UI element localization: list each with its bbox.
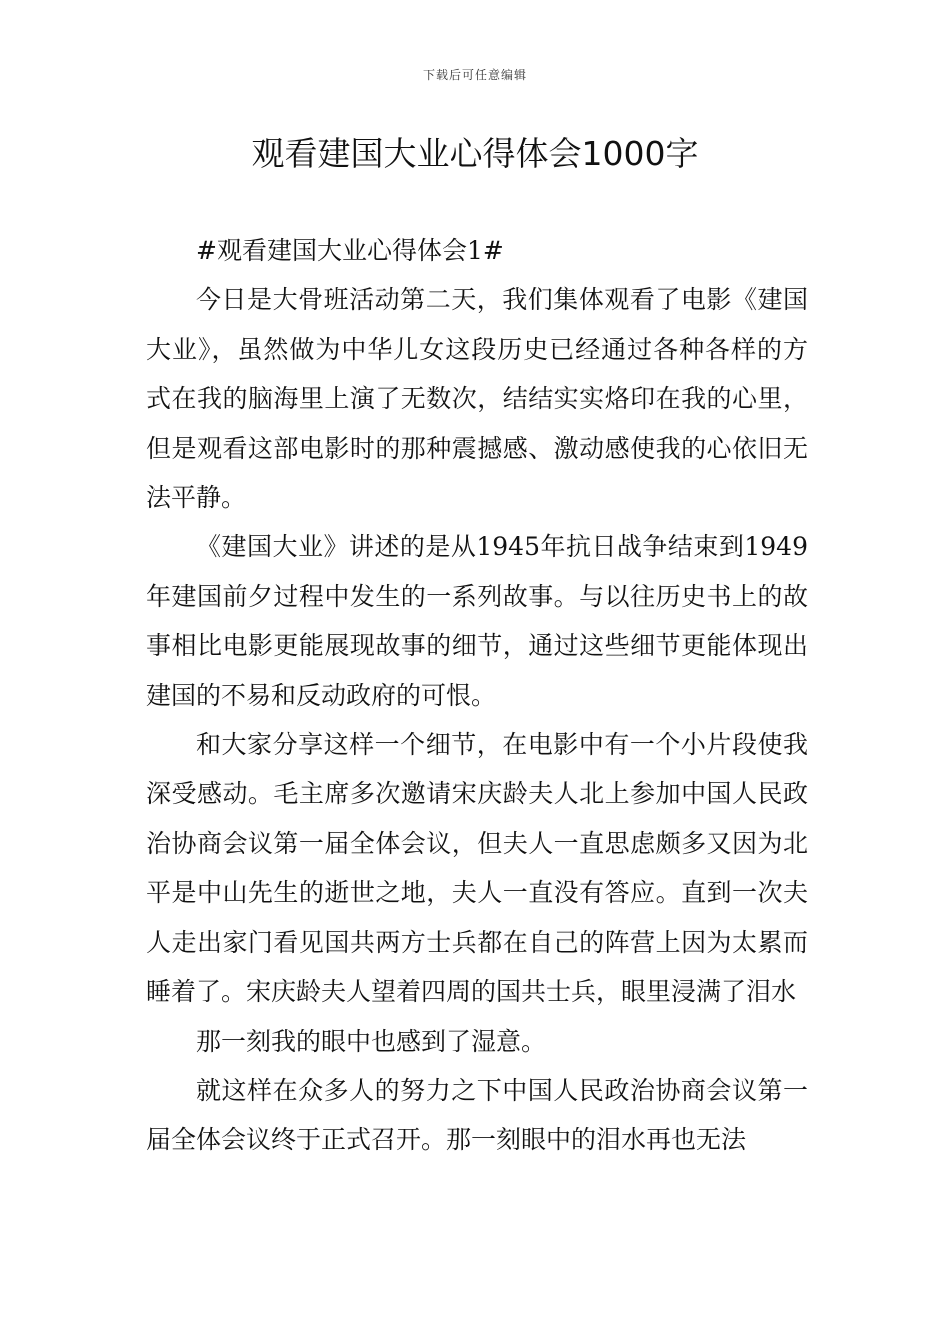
- paragraph: 就这样在众多人的努力之下中国人民政治协商会议第一届全体会议终于正式召开。那一刻眼中的泪水再也无法: [146, 1075, 808, 1155]
- paragraph: 那一刻我的眼中也感到了湿意。: [196, 1026, 547, 1056]
- header-note: 下载后可任意编辑: [422, 68, 527, 82]
- document-body: [146, 226, 808, 1165]
- paragraph-section-heading: #观看建国大业心得体会1#: [196, 236, 504, 265]
- paragraph: 《建国大业》讲述的是从1945年抗日战争结束到1949年建国前夕过程中发生的一系列故事。与以往历史书上的故事相比电影更能展现故事的细节，通过这些细节更能体现出建国的不易和反动政府的可恨。: [146, 532, 808, 710]
- document-title: 观看建国大业心得体会1000字: [251, 134, 699, 173]
- paragraph: 今日是大骨班活动第二天，我们集体观看了电影《建国大业》，虽然做为中华儿女这段历史已经通过各种各样的方式在我的脑海里上演了无数次，结结实实烙印在我的心里，但是观看这部电影时的那种震撼感、激动感使我的心依旧无法平静。: [146, 285, 808, 513]
- paragraph: 和大家分享这样一个细节，在电影中有一个小片段使我深受感动。毛主席多次邀请宋庆龄夫人北上参加中国人民政治协商会议第一届全体会议，但夫人一直思虑颇多又因为北平是中山先生的逝世之地，夫人一直没有答应。直到一次夫人走出家门看见国共两方士兵都在自己的阵营上因为太累而睡着了。宋庆龄夫人望着四周的国共士兵，眼里浸满了泪水: [146, 730, 808, 1007]
